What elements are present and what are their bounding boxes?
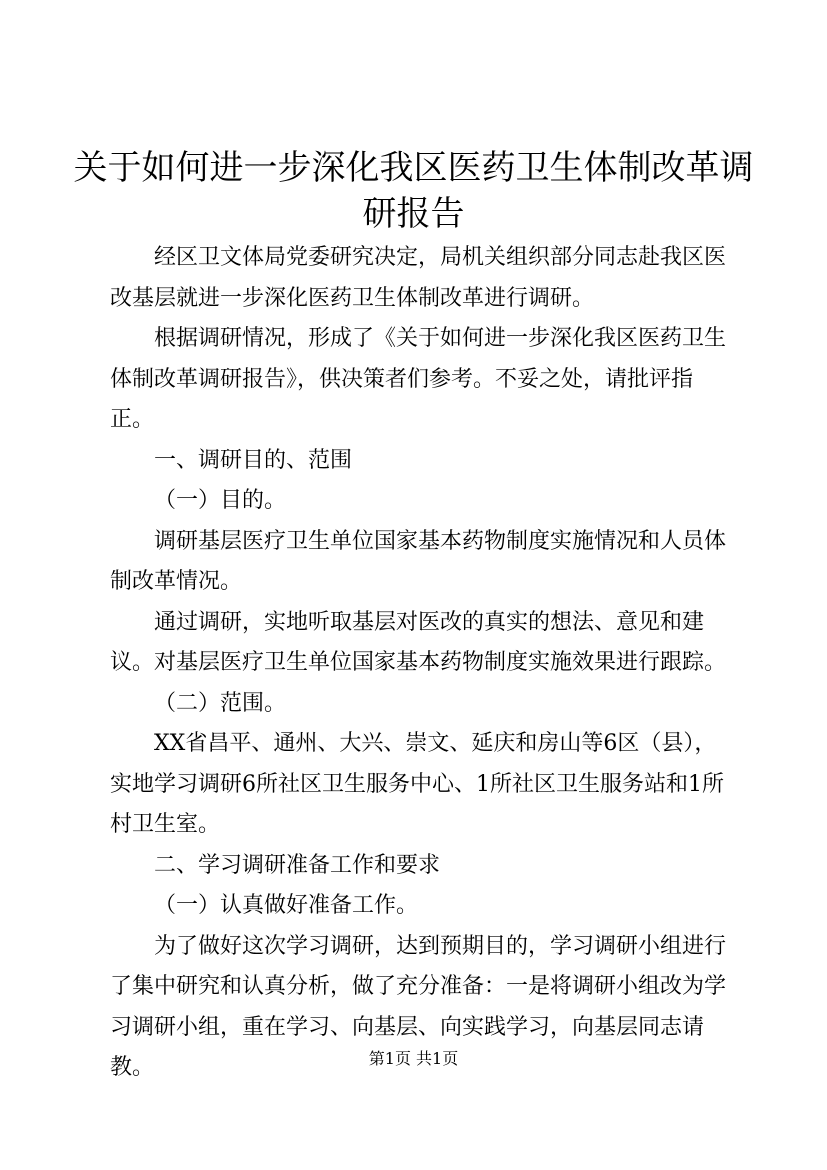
subsection-heading-1: （一）目的。 (154, 488, 287, 513)
paragraph-1: 经区卫文体局党委研究决定，局机关组织部分同志赴我区医改基层就进一步深化医药卫生体制改革进行调研。 (110, 245, 727, 311)
title-line-2: 研报告 (362, 194, 465, 234)
title-line-1: 关于如何进一步深化我区医药卫生体制改革调 (73, 148, 754, 188)
subsection-heading-2: （二）范围。 (154, 690, 287, 716)
paragraph-6: 为了做好这次学习调研，达到预期目的，学习调研小组进行了集中研究和认真分析，做了充分准备：一是将调研小组改为学习调研小组，重在学习、向基层、向实践学习，向基层同志请教。 (110, 933, 727, 1080)
paragraph-4: 通过调研，实地听取基层对医改的真实的想法、意见和建议。对基层医疗卫生单位国家基本药物制度实施效果进行跟踪。 (110, 609, 727, 675)
subsection-heading-3: （一）认真做好准备工作。 (154, 893, 419, 918)
page-footer: 第1页 共1页 (368, 1049, 459, 1068)
section-heading-2: 二、学习调研准备工作和要求 (154, 852, 441, 878)
document-body (110, 238, 730, 1089)
document-title (0, 145, 827, 237)
paragraph-5: XX省昌平、通州、大兴、崇文、延庆和房山等6区（县），实地学习调研6所社区卫生服务中心、1所社区卫生服务站和1所村卫生室。 (110, 731, 724, 837)
paragraph-3: 调研基层医疗卫生单位国家基本药物制度实施情况和人员体制改革情况。 (110, 528, 727, 594)
paragraph-2: 根据调研情况，形成了《关于如何进一步深化我区医药卫生体制改革调研报告》，供决策者们参考。不妥之处，请批评指正。 (110, 326, 727, 432)
section-heading-1: 一、调研目的、范围 (154, 447, 353, 473)
